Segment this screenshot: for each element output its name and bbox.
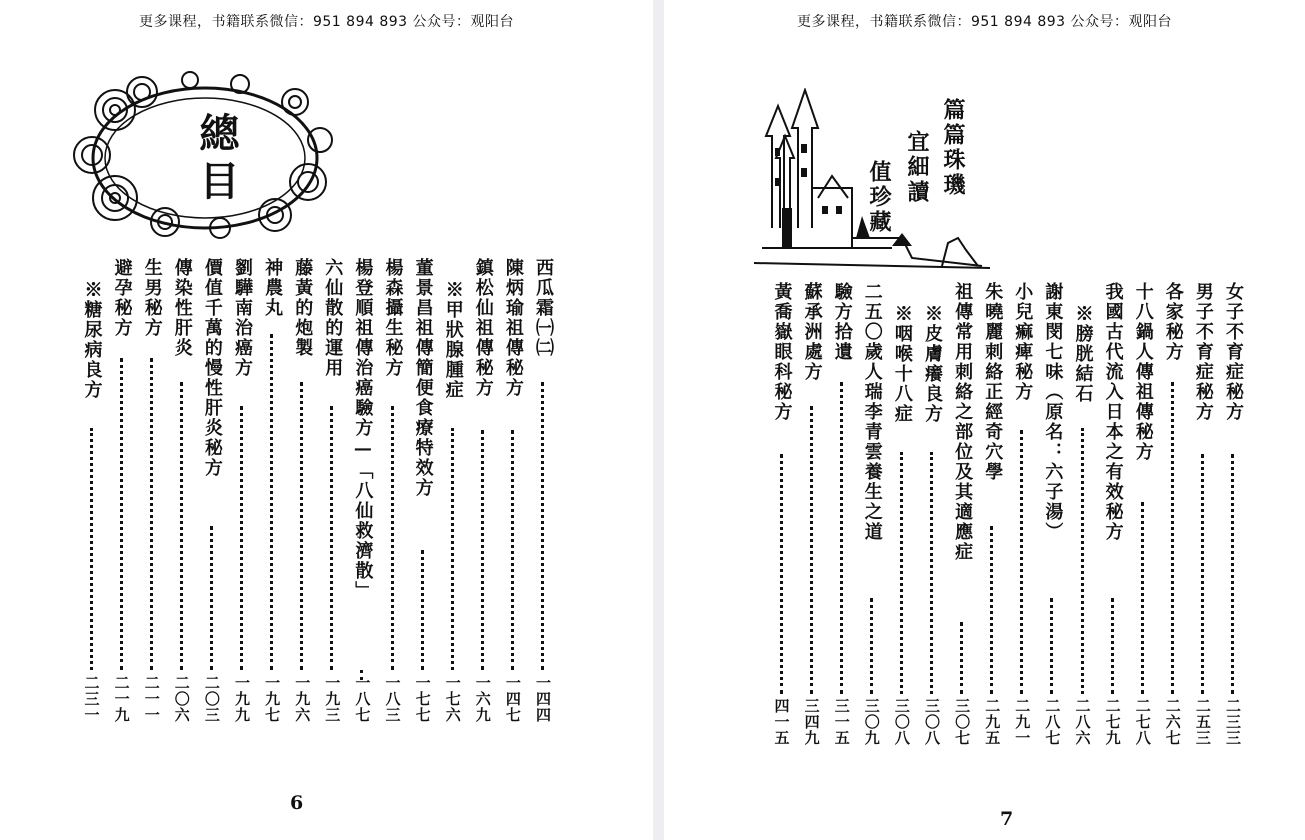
toc-entry-page: 一九七 (263, 675, 282, 723)
page-number: 7 (1000, 808, 1014, 830)
toc-leader-dots (90, 428, 93, 670)
toc-entry-page: 二六七 (1163, 698, 1182, 746)
toc-entry-title: 劉驊南治癌方 (232, 258, 253, 378)
toc-entry-page: 二八六 (1073, 698, 1092, 746)
toc-entry-page: 二九五 (983, 698, 1002, 746)
motto-line-2: 宜細讀 (904, 130, 930, 205)
toc-entry-page: 三〇八 (923, 698, 941, 746)
toc-entry-page: 三四九 (802, 698, 821, 746)
toc-leader-dots (930, 452, 933, 694)
toc-leader-dots (810, 406, 813, 694)
toc-leader-dots (240, 406, 243, 670)
toc-entry-page: 一八三 (383, 675, 402, 723)
page-gutter (653, 0, 664, 840)
toc-entry-page: 一九九 (233, 675, 251, 723)
toc-leader-dots (840, 382, 843, 694)
toc-entry-page: 三〇九 (862, 698, 881, 746)
toc-entry-page: 四一五 (772, 698, 791, 746)
toc-entry-title: ※膀胱結石 (1072, 304, 1094, 404)
toc-entry-page: 一九三 (323, 675, 342, 723)
toc-entry-page: 三〇七 (953, 698, 972, 746)
toc-leader-dots (870, 598, 873, 694)
toc-entry-title: 神農丸 (262, 258, 284, 318)
toc-entry-title: 鎮松仙祖傳秘方 (472, 258, 494, 398)
page-7 (664, 0, 1305, 840)
toc-leader-dots (481, 430, 484, 670)
toc-entry-title: 楊登順祖傳治癌驗方—「八仙救濟散」 (352, 258, 374, 601)
toc-entry-title: 各家秘方 (1162, 282, 1184, 362)
toc-leader-dots (960, 622, 963, 694)
toc-leader-dots (150, 358, 153, 670)
toc-leader-dots (120, 358, 123, 670)
toc-entry-page: 二〇三 (202, 675, 221, 723)
toc-leader-dots (1111, 598, 1114, 694)
toc-leader-dots (1020, 430, 1023, 694)
toc-entry-title: 我國古代流入日本之有效秘方 (1102, 282, 1124, 542)
toc-leader-dots (1171, 382, 1174, 694)
toc-entry-title: 避孕秘方 (111, 258, 133, 338)
toc-entry-page: 一四四 (534, 675, 552, 723)
toc-entry-title: 二五〇歲人瑞李青雲養生之道 (861, 282, 883, 542)
page-header: 更多课程，书籍联系微信：951 894 893 公众号：观阳台 (796, 14, 1172, 30)
toc-entry-page: 二〇六 (172, 675, 191, 723)
toc-leader-dots (1231, 454, 1234, 694)
toc-entry-title: 董景昌祖傳簡便食療特效方 (412, 258, 434, 498)
toc-leader-dots (300, 382, 303, 670)
toc-entry-page: 二三一 (82, 675, 101, 723)
toc-entry-page: 二七八 (1133, 698, 1152, 746)
toc-entry-page: 二三三 (1224, 698, 1242, 746)
toc-entry-page: 二一九 (112, 675, 131, 723)
toc-entry-page: 一七六 (443, 675, 462, 723)
toc-entry-page: 三〇八 (892, 698, 911, 746)
toc-leader-dots (900, 452, 903, 694)
toc-leader-dots (1081, 428, 1084, 694)
toc-entry-title: 西瓜霜㈠㈡ (533, 258, 554, 358)
page-number: 6 (290, 792, 304, 814)
toc-entry-title: 陳炳瑜祖傳秘方 (502, 258, 524, 398)
toc-leader-dots (421, 550, 424, 670)
toc-entry-title: 女子不育症秘方 (1223, 282, 1244, 422)
toc-leader-dots (541, 382, 544, 670)
motto-line-3: 值珍藏 (866, 160, 892, 235)
contents-title: 總目 (193, 112, 240, 208)
toc-entry-title: 黃喬嶽眼科秘方 (771, 282, 793, 422)
toc-leader-dots (330, 406, 333, 670)
toc-entry-title: ※皮膚癢良方 (922, 304, 943, 424)
toc-entry-page: 二七九 (1103, 698, 1122, 746)
toc-leader-dots (990, 526, 993, 694)
toc-leader-dots (511, 430, 514, 670)
toc-entry-title: ※咽喉十八症 (891, 304, 913, 424)
toc-leader-dots (1050, 598, 1053, 694)
toc-entry-title: 祖傳常用刺絡之部位及其適應症 (952, 282, 974, 562)
motto-line-1: 篇篇珠璣 (940, 98, 966, 198)
page-header: 更多课程，书籍联系微信：951 894 893 公众号：观阳台 (138, 14, 514, 30)
toc-entry-title: 朱曉麗刺絡正經奇穴學 (982, 282, 1004, 482)
toc-entry-title: ※甲狀腺腫症 (442, 280, 464, 400)
toc-entry-page: 二九一 (1013, 698, 1032, 746)
toc-entry-page: 一七七 (413, 675, 432, 723)
toc-entry-title: 生男秘方 (141, 258, 163, 338)
toc-leader-dots (391, 406, 394, 670)
toc-entry-page: 一六九 (473, 675, 492, 723)
toc-leader-dots (1201, 454, 1204, 694)
toc-entry-title: ※糖尿病良方 (81, 280, 103, 400)
toc-leader-dots (210, 526, 213, 670)
toc-leader-dots (780, 454, 783, 694)
toc-entry-page: 二五三 (1193, 698, 1212, 746)
toc-leader-dots (451, 428, 454, 670)
toc-entry-title: 十八鍋人傳祖傳秘方 (1132, 282, 1154, 462)
toc-entry-title: 楊森攝生秘方 (382, 258, 404, 378)
toc-entry-page: 一八七 (353, 675, 372, 723)
toc-entry-page: 一四七 (503, 675, 522, 723)
toc-entry-title: 謝東閔七味（原名：六子湯） (1042, 282, 1064, 542)
toc-entry-title: 價值千萬的慢性肝炎秘方 (201, 258, 223, 478)
toc-leader-dots (1141, 502, 1144, 694)
toc-entry-page: 二一一 (142, 675, 161, 723)
toc-entry-title: 傳染性肝炎 (171, 258, 193, 358)
toc-entry-page: 二八七 (1043, 698, 1062, 746)
toc-entry-title: 六仙散的運用 (322, 258, 344, 378)
toc-leader-dots (270, 334, 273, 670)
toc-entry-page: 一九六 (293, 675, 312, 723)
toc-entry-title: 驗方拾遺 (831, 282, 853, 362)
toc-entry-page: 三一五 (832, 698, 851, 746)
toc-entry-title: 男子不育症秘方 (1192, 282, 1214, 422)
toc-entry-title: 藤黃的炮製 (292, 258, 314, 358)
toc-leader-dots (180, 382, 183, 670)
toc-entry-title: 小兒痲痺秘方 (1012, 282, 1034, 402)
toc-entry-title: 蘇承洲處方 (801, 282, 823, 382)
